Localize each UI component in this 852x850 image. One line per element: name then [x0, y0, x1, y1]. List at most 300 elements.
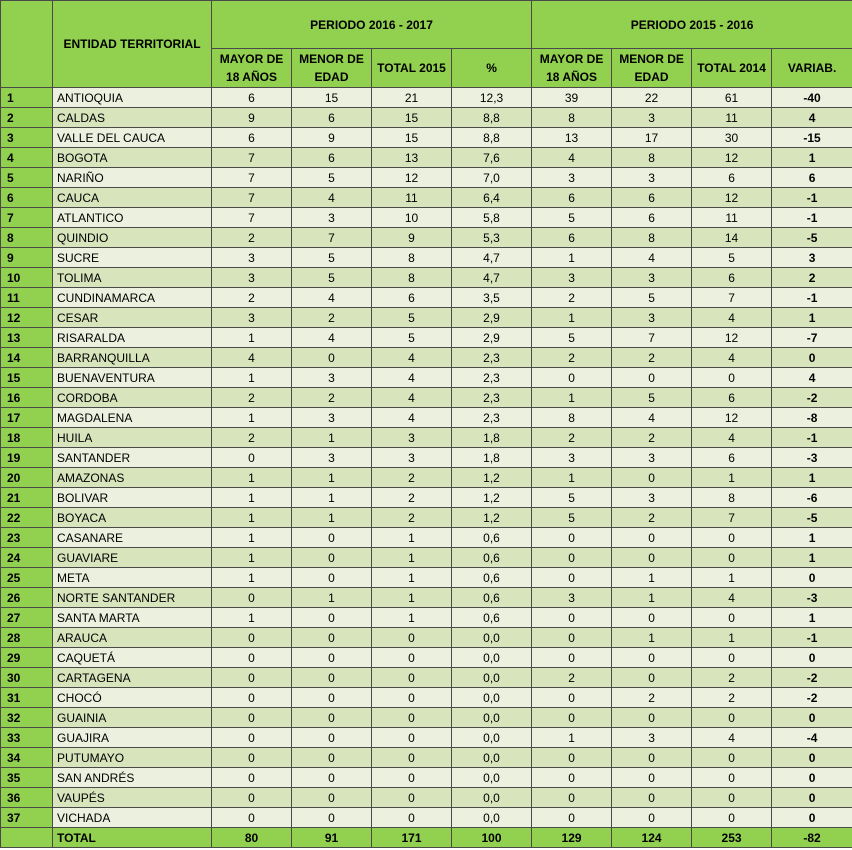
total-2014: 11: [692, 108, 772, 128]
mayor-2015: 1: [532, 728, 612, 748]
entity-name: PUTUMAYO: [53, 748, 212, 768]
variation: -2: [772, 388, 852, 408]
total-2014: 1: [692, 628, 772, 648]
row-index: 32: [1, 708, 53, 728]
corner-cell: [1, 1, 53, 88]
percent: 5,3: [452, 228, 532, 248]
menor-2015: 3: [612, 168, 692, 188]
total-mayor-2016: 80: [212, 828, 292, 848]
entity-name: GUAJIRA: [53, 728, 212, 748]
mayor-2015: 3: [532, 268, 612, 288]
percent: 12,3: [452, 88, 532, 108]
menor-2015: 5: [612, 288, 692, 308]
total-variation: -82: [772, 828, 852, 848]
row-index: 26: [1, 588, 53, 608]
entity-name: VICHADA: [53, 808, 212, 828]
mayor-2015: 6: [532, 188, 612, 208]
menor-2016: 2: [292, 388, 372, 408]
row-index: 30: [1, 668, 53, 688]
mayor-2015: 0: [532, 548, 612, 568]
mayor-2016: 1: [212, 328, 292, 348]
total-2014: 4: [692, 428, 772, 448]
variation: -7: [772, 328, 852, 348]
menor-2016: 0: [292, 648, 372, 668]
mayor-2015: 0: [532, 788, 612, 808]
total-row-index: [1, 828, 53, 848]
entity-name: CESAR: [53, 308, 212, 328]
table-row: [1, 88, 852, 108]
menor-2015: 3: [612, 308, 692, 328]
percent: 1,2: [452, 468, 532, 488]
table-row: [1, 668, 852, 688]
mayor-2015: 0: [532, 688, 612, 708]
mayor-2016: 1: [212, 468, 292, 488]
header-variab: VARIAB.: [772, 49, 852, 88]
percent: 2,9: [452, 328, 532, 348]
variation: -2: [772, 668, 852, 688]
header-total-2014: TOTAL 2014: [692, 49, 772, 88]
entity-name: NARIÑO: [53, 168, 212, 188]
percent: 2,3: [452, 368, 532, 388]
total-total-2015: 171: [372, 828, 452, 848]
total-2014: 12: [692, 148, 772, 168]
percent: 0,0: [452, 728, 532, 748]
row-index: 36: [1, 788, 53, 808]
row-index: 35: [1, 768, 53, 788]
header-total-2015: TOTAL 2015: [372, 49, 452, 88]
menor-2016: 0: [292, 608, 372, 628]
entity-name: QUINDIO: [53, 228, 212, 248]
mayor-2016: 0: [212, 768, 292, 788]
menor-2016: 0: [292, 768, 372, 788]
entity-name: SAN ANDRÉS: [53, 768, 212, 788]
total-2015: 0: [372, 648, 452, 668]
mayor-2015: 1: [532, 308, 612, 328]
total-2015: 2: [372, 488, 452, 508]
table-row: [1, 388, 852, 408]
percent: 4,7: [452, 268, 532, 288]
menor-2016: 1: [292, 488, 372, 508]
menor-2016: 0: [292, 788, 372, 808]
mayor-2015: 39: [532, 88, 612, 108]
mayor-2016: 1: [212, 568, 292, 588]
total-2014: 2: [692, 668, 772, 688]
table-row: [1, 148, 852, 168]
variation: 4: [772, 368, 852, 388]
mayor-2016: 0: [212, 668, 292, 688]
percent: 1,8: [452, 428, 532, 448]
entity-name: CASANARE: [53, 528, 212, 548]
table-row: [1, 548, 852, 568]
total-2015: 4: [372, 368, 452, 388]
variation: 0: [772, 748, 852, 768]
variation: -4: [772, 728, 852, 748]
variation: -15: [772, 128, 852, 148]
menor-2016: 3: [292, 208, 372, 228]
entity-name: MAGDALENA: [53, 408, 212, 428]
variation: 3: [772, 248, 852, 268]
mayor-2016: 9: [212, 108, 292, 128]
table-row: [1, 368, 852, 388]
menor-2015: 7: [612, 328, 692, 348]
total-2015: 2: [372, 468, 452, 488]
menor-2015: 5: [612, 388, 692, 408]
header-mayor-a: MAYOR DE 18 AÑOS: [212, 49, 292, 88]
menor-2015: 3: [612, 728, 692, 748]
row-index: 15: [1, 368, 53, 388]
mayor-2015: 5: [532, 328, 612, 348]
row-index: 7: [1, 208, 53, 228]
total-2015: 0: [372, 728, 452, 748]
row-index: 8: [1, 228, 53, 248]
percent: 0,6: [452, 568, 532, 588]
table-row: [1, 308, 852, 328]
total-2014: 8: [692, 488, 772, 508]
entity-name: CARTAGENA: [53, 668, 212, 688]
variation: -1: [772, 628, 852, 648]
table-row: [1, 168, 852, 188]
row-index: 27: [1, 608, 53, 628]
variation: 0: [772, 808, 852, 828]
menor-2015: 0: [612, 648, 692, 668]
menor-2015: 6: [612, 208, 692, 228]
percent: 2,9: [452, 308, 532, 328]
header-menor-a: MENOR DE EDAD: [292, 49, 372, 88]
menor-2016: 1: [292, 428, 372, 448]
menor-2015: 1: [612, 628, 692, 648]
mayor-2015: 8: [532, 408, 612, 428]
percent: 5,8: [452, 208, 532, 228]
menor-2016: 9: [292, 128, 372, 148]
mayor-2016: 0: [212, 628, 292, 648]
entity-name: CHOCÓ: [53, 688, 212, 708]
mayor-2015: 5: [532, 488, 612, 508]
mayor-2015: 4: [532, 148, 612, 168]
header-mayor-b: MAYOR DE 18 AÑOS: [532, 49, 612, 88]
total-2014: 2: [692, 688, 772, 708]
menor-2015: 8: [612, 228, 692, 248]
percent: 0,6: [452, 548, 532, 568]
total-percent: 100: [452, 828, 532, 848]
variation: 0: [772, 648, 852, 668]
total-2014: 61: [692, 88, 772, 108]
total-mayor-2015: 129: [532, 828, 612, 848]
percent: 7,6: [452, 148, 532, 168]
entity-name: META: [53, 568, 212, 588]
menor-2016: 4: [292, 288, 372, 308]
mayor-2015: 1: [532, 248, 612, 268]
mayor-2016: 0: [212, 748, 292, 768]
menor-2016: 0: [292, 628, 372, 648]
menor-2016: 0: [292, 688, 372, 708]
total-2014: 7: [692, 508, 772, 528]
menor-2016: 6: [292, 108, 372, 128]
percent: 0,0: [452, 708, 532, 728]
entity-name: CAUCA: [53, 188, 212, 208]
mayor-2015: 0: [532, 568, 612, 588]
mayor-2016: 1: [212, 368, 292, 388]
total-menor-2016: 91: [292, 828, 372, 848]
menor-2015: 0: [612, 368, 692, 388]
variation: 1: [772, 528, 852, 548]
total-2015: 0: [372, 748, 452, 768]
row-index: 11: [1, 288, 53, 308]
table-row: [1, 228, 852, 248]
total-2014: 12: [692, 328, 772, 348]
table-row: [1, 188, 852, 208]
percent: 1,8: [452, 448, 532, 468]
variation: -6: [772, 488, 852, 508]
total-2015: 9: [372, 228, 452, 248]
percent: 0,0: [452, 688, 532, 708]
row-index: 28: [1, 628, 53, 648]
total-2015: 8: [372, 268, 452, 288]
total-2015: 21: [372, 88, 452, 108]
total-2015: 12: [372, 168, 452, 188]
total-2014: 5: [692, 248, 772, 268]
mayor-2016: 0: [212, 448, 292, 468]
menor-2015: 2: [612, 348, 692, 368]
total-menor-2015: 124: [612, 828, 692, 848]
entity-name: CORDOBA: [53, 388, 212, 408]
menor-2016: 7: [292, 228, 372, 248]
entity-name: SUCRE: [53, 248, 212, 268]
entity-name: TOLIMA: [53, 268, 212, 288]
menor-2016: 5: [292, 248, 372, 268]
variation: -1: [772, 428, 852, 448]
percent: 8,8: [452, 128, 532, 148]
table-row: [1, 588, 852, 608]
entity-name: GUAVIARE: [53, 548, 212, 568]
menor-2015: 0: [612, 548, 692, 568]
row-index: 34: [1, 748, 53, 768]
menor-2015: 4: [612, 248, 692, 268]
row-index: 14: [1, 348, 53, 368]
variation: -8: [772, 408, 852, 428]
total-2015: 0: [372, 768, 452, 788]
total-2015: 0: [372, 808, 452, 828]
menor-2016: 3: [292, 368, 372, 388]
percent: 0,6: [452, 608, 532, 628]
variation: 1: [772, 548, 852, 568]
entity-name: BOLIVAR: [53, 488, 212, 508]
menor-2015: 2: [612, 688, 692, 708]
mayor-2016: 1: [212, 408, 292, 428]
total-2014: 1: [692, 468, 772, 488]
table-row: [1, 408, 852, 428]
menor-2015: 3: [612, 448, 692, 468]
total-2014: 0: [692, 528, 772, 548]
menor-2016: 1: [292, 468, 372, 488]
mayor-2015: 3: [532, 588, 612, 608]
percent: 0,0: [452, 748, 532, 768]
mayor-2016: 1: [212, 608, 292, 628]
entity-name: ATLANTICO: [53, 208, 212, 228]
total-2015: 5: [372, 328, 452, 348]
menor-2016: 4: [292, 188, 372, 208]
table-row: [1, 748, 852, 768]
row-index: 33: [1, 728, 53, 748]
menor-2016: 0: [292, 728, 372, 748]
variation: 4: [772, 108, 852, 128]
table-row: [1, 528, 852, 548]
total-2015: 1: [372, 588, 452, 608]
total-2014: 0: [692, 768, 772, 788]
row-index: 2: [1, 108, 53, 128]
total-2014: 0: [692, 548, 772, 568]
table-row: [1, 328, 852, 348]
total-entity-name: TOTAL: [53, 828, 212, 848]
entity-name: SANTANDER: [53, 448, 212, 468]
menor-2015: 1: [612, 588, 692, 608]
total-2015: 0: [372, 688, 452, 708]
total-2015: 1: [372, 548, 452, 568]
mayor-2016: 3: [212, 248, 292, 268]
total-2014: 0: [692, 608, 772, 628]
percent: 0,6: [452, 588, 532, 608]
table-row: [1, 448, 852, 468]
menor-2015: 4: [612, 408, 692, 428]
menor-2016: 1: [292, 508, 372, 528]
mayor-2015: 2: [532, 288, 612, 308]
total-2014: 6: [692, 388, 772, 408]
total-2014: 12: [692, 408, 772, 428]
variation: 0: [772, 708, 852, 728]
variation: -3: [772, 588, 852, 608]
variation: -5: [772, 228, 852, 248]
variation: 0: [772, 768, 852, 788]
mayor-2015: 1: [532, 388, 612, 408]
table-row: [1, 468, 852, 488]
row-index: 16: [1, 388, 53, 408]
mayor-2015: 2: [532, 348, 612, 368]
total-2014: 4: [692, 728, 772, 748]
variation: 1: [772, 308, 852, 328]
percent: 0,0: [452, 808, 532, 828]
entity-name: BOYACA: [53, 508, 212, 528]
total-2014: 0: [692, 788, 772, 808]
menor-2016: 0: [292, 348, 372, 368]
mayor-2015: 5: [532, 508, 612, 528]
table-row: [1, 248, 852, 268]
entity-name: AMAZONAS: [53, 468, 212, 488]
total-2015: 4: [372, 388, 452, 408]
menor-2016: 15: [292, 88, 372, 108]
menor-2015: 2: [612, 508, 692, 528]
variation: 0: [772, 788, 852, 808]
total-2014: 12: [692, 188, 772, 208]
percent: 0,0: [452, 648, 532, 668]
row-index: 20: [1, 468, 53, 488]
percent: 8,8: [452, 108, 532, 128]
row-index: 5: [1, 168, 53, 188]
menor-2015: 8: [612, 148, 692, 168]
menor-2016: 0: [292, 708, 372, 728]
menor-2015: 6: [612, 188, 692, 208]
variation: 2: [772, 268, 852, 288]
row-index: 21: [1, 488, 53, 508]
total-2014: 4: [692, 308, 772, 328]
variation: -1: [772, 288, 852, 308]
total-2015: 3: [372, 428, 452, 448]
mayor-2016: 2: [212, 428, 292, 448]
mayor-2015: 0: [532, 608, 612, 628]
mayor-2016: 0: [212, 688, 292, 708]
total-2014: 30: [692, 128, 772, 148]
menor-2015: 2: [612, 428, 692, 448]
mayor-2016: 2: [212, 288, 292, 308]
mayor-2016: 0: [212, 728, 292, 748]
mayor-2016: 7: [212, 188, 292, 208]
total-2014: 7: [692, 288, 772, 308]
menor-2015: 0: [612, 668, 692, 688]
menor-2015: 0: [612, 808, 692, 828]
total-2015: 11: [372, 188, 452, 208]
row-index: 1: [1, 88, 53, 108]
mayor-2016: 1: [212, 548, 292, 568]
mayor-2015: 5: [532, 208, 612, 228]
mayor-2015: 3: [532, 448, 612, 468]
menor-2015: 0: [612, 748, 692, 768]
total-2015: 0: [372, 788, 452, 808]
variation: 1: [772, 148, 852, 168]
entity-name: HUILA: [53, 428, 212, 448]
total-2014: 14: [692, 228, 772, 248]
menor-2016: 1: [292, 588, 372, 608]
table-row: [1, 348, 852, 368]
row-index: 3: [1, 128, 53, 148]
mayor-2016: 0: [212, 708, 292, 728]
table-row: [1, 288, 852, 308]
table-row: [1, 428, 852, 448]
header-menor-b: MENOR DE EDAD: [612, 49, 692, 88]
menor-2016: 0: [292, 668, 372, 688]
percent: 0,0: [452, 788, 532, 808]
menor-2015: 22: [612, 88, 692, 108]
menor-2016: 0: [292, 568, 372, 588]
total-2015: 0: [372, 708, 452, 728]
variation: -2: [772, 688, 852, 708]
entity-name: VALLE DEL CAUCA: [53, 128, 212, 148]
total-2015: 3: [372, 448, 452, 468]
menor-2015: 0: [612, 468, 692, 488]
total-2015: 4: [372, 348, 452, 368]
total-2014: 6: [692, 448, 772, 468]
variation: 0: [772, 568, 852, 588]
mayor-2015: 0: [532, 368, 612, 388]
table-row: [1, 688, 852, 708]
menor-2015: 0: [612, 708, 692, 728]
mayor-2015: 0: [532, 528, 612, 548]
percent: 2,3: [452, 408, 532, 428]
row-index: 19: [1, 448, 53, 468]
mayor-2015: 8: [532, 108, 612, 128]
variation: 1: [772, 468, 852, 488]
menor-2016: 2: [292, 308, 372, 328]
menor-2016: 4: [292, 328, 372, 348]
total-2015: 0: [372, 668, 452, 688]
variation: 6: [772, 168, 852, 188]
total-2015: 2: [372, 508, 452, 528]
percent: 0,0: [452, 668, 532, 688]
total-2014: 6: [692, 268, 772, 288]
total-2014: 4: [692, 588, 772, 608]
menor-2015: 3: [612, 268, 692, 288]
total-row: [1, 828, 852, 848]
mayor-2015: 3: [532, 168, 612, 188]
entity-name: ARAUCA: [53, 628, 212, 648]
row-index: 9: [1, 248, 53, 268]
